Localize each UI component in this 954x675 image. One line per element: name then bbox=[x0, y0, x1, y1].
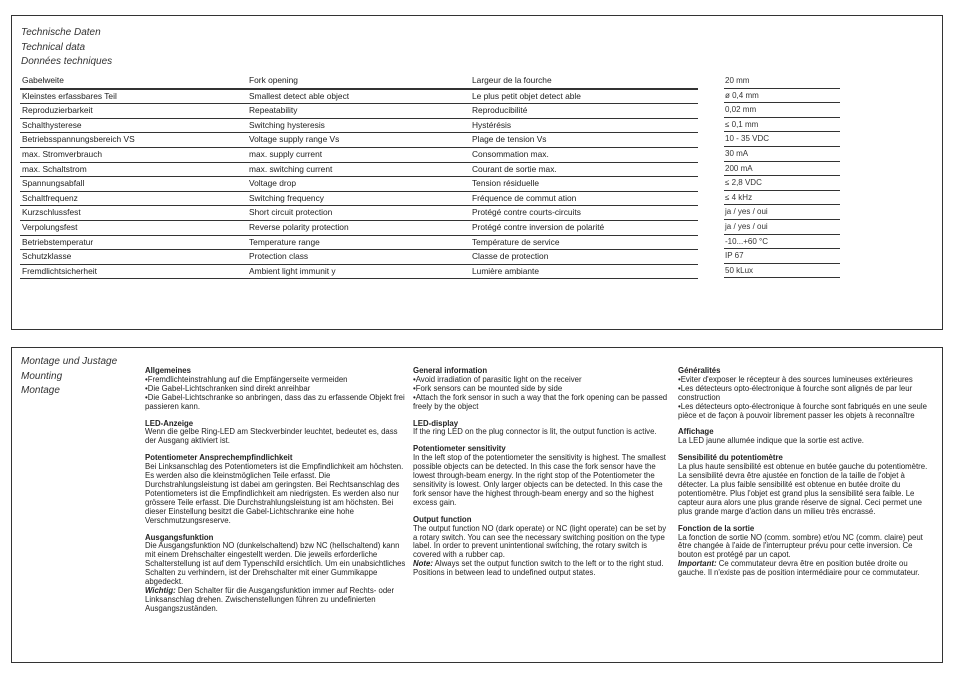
spec-label-en: max. supply current bbox=[249, 148, 323, 159]
title-de: Technische Daten bbox=[21, 27, 101, 38]
spec-label-fr: Protégé contre inversion de polarité bbox=[472, 221, 605, 232]
spec-row bbox=[20, 177, 698, 192]
note-text bbox=[678, 560, 936, 578]
spec-label-fr: Largeur de la fourche bbox=[472, 75, 552, 85]
spec-label-en: Temperature range bbox=[249, 236, 320, 247]
spec-label-de: Kleinstes erfassbares Teil bbox=[22, 90, 117, 101]
spec-value: ø 0,4 mm bbox=[724, 89, 840, 104]
spec-label-de: Schalthysterese bbox=[22, 119, 82, 130]
list-item: •Les détecteurs opto-électronique à fourche sont alignés de par leur construction bbox=[678, 383, 913, 402]
note-text bbox=[145, 587, 407, 614]
general-section bbox=[413, 367, 671, 412]
spec-value: 0,02 mm bbox=[724, 103, 840, 118]
spec-value: ja / yes / oui bbox=[724, 220, 840, 235]
section-heading: Potentiometer Ansprechempfindlichkeit bbox=[145, 453, 293, 463]
section-heading: LED-display bbox=[413, 418, 459, 428]
spec-label-fr: Température de service bbox=[472, 236, 560, 247]
spec-row bbox=[20, 236, 698, 251]
section-heading: Output function bbox=[413, 514, 472, 524]
spec-value: -10...+60 °C bbox=[724, 235, 840, 250]
spec-label-en: Repeatability bbox=[249, 105, 298, 116]
spec-row bbox=[20, 265, 698, 280]
spec-label-de: Betriebstemperatur bbox=[22, 236, 94, 247]
list-item: •Die Gabel-Lichtschranken sind direkt anreihbar bbox=[145, 383, 311, 393]
section-heading: Potentiometer sensitivity bbox=[413, 444, 506, 454]
spec-values bbox=[724, 74, 840, 278]
output-section bbox=[145, 534, 407, 614]
section-heading: Généralités bbox=[678, 366, 721, 375]
spec-label-de: Gabelweite bbox=[22, 75, 64, 85]
spec-label-de: Reproduzierbarkeit bbox=[22, 105, 93, 116]
title-fr: Données techniques bbox=[21, 56, 113, 67]
note-body: Den Schalter für die Ausgangsfunktion immer auf Rechts- oder Linksanschlag drehen. Zwischenstellungen führen zu undefinierten Ausgangszuständen. bbox=[145, 585, 395, 613]
spec-label-en: Short circuit protection bbox=[249, 207, 333, 218]
spec-value: IP 67 bbox=[724, 249, 840, 264]
spec-label-fr: Plage de tension Vs bbox=[472, 134, 547, 145]
spec-label-fr: Fréquence de commut ation bbox=[472, 192, 577, 203]
spec-label-fr: Consommation max. bbox=[472, 148, 549, 159]
spec-value: ≤ 2,8 VDC bbox=[724, 176, 840, 191]
mounting-panel bbox=[11, 347, 943, 663]
spec-label-de: Schutzklasse bbox=[22, 251, 72, 262]
spec-label-en: Smallest detect able object bbox=[249, 90, 350, 101]
list-item: •Eviter d'exposer le récepteur à des sources lumineuses extérieures bbox=[678, 374, 913, 384]
spec-table bbox=[20, 74, 698, 279]
spec-label-en: max. switching current bbox=[249, 163, 333, 174]
section-heading: Ausgangsfunktion bbox=[145, 532, 214, 542]
spec-row bbox=[20, 221, 698, 236]
title-de: Montage und Justage bbox=[21, 356, 118, 367]
section-text: If the ring LED on the plug connector is lit, the output function is active. bbox=[413, 427, 657, 437]
mounting-column-french bbox=[678, 367, 936, 586]
mounting-titles bbox=[21, 355, 117, 399]
potentiometer-section bbox=[678, 454, 936, 516]
spec-row bbox=[20, 133, 698, 148]
section-heading: Sensibilité du potentiomètre bbox=[678, 453, 783, 463]
section-text: La LED jaune allumée indique que la sortie est active. bbox=[678, 436, 864, 446]
spec-label-en: Switching hysteresis bbox=[249, 119, 325, 130]
potentiometer-section bbox=[145, 454, 407, 525]
spec-label-fr: Reproducibilité bbox=[472, 105, 528, 116]
spec-label-en: Reverse polarity protection bbox=[249, 221, 349, 232]
spec-label-de: Kurzschlussfest bbox=[22, 207, 81, 218]
note-body: Ce commutateur devra être en position butée droite ou gauche. Il n'existe pas de position intermédiaire pour ce commutateur. bbox=[678, 559, 920, 578]
list-item: •Avoid irradiation of parasitic light on the receiver bbox=[413, 374, 582, 384]
list-item: •Les détecteurs opto-électronique à fourche sont fabriqués en une seule pièce et de façon à pouvoir librement passer les objets à reconnaître bbox=[678, 401, 927, 420]
spec-label-fr: Lumière ambiante bbox=[472, 265, 540, 276]
mounting-column-english bbox=[413, 367, 671, 586]
spec-label-de: Verpolungsfest bbox=[22, 221, 78, 232]
potentiometer-section bbox=[413, 445, 671, 507]
spec-row bbox=[20, 119, 698, 134]
list-item: •Die Gabel-Lichtschranke so anbringen, dass das zu erfassende Objekt frei passieren kann. bbox=[145, 392, 405, 411]
output-section bbox=[413, 516, 671, 578]
note-text bbox=[413, 560, 671, 578]
spec-label-en: Fork opening bbox=[249, 75, 298, 85]
spec-value: 20 mm bbox=[724, 74, 840, 89]
spec-row bbox=[20, 206, 698, 221]
spec-row bbox=[20, 148, 698, 163]
section-heading: Allgemeines bbox=[145, 366, 191, 375]
spec-label-de: max. Stromverbrauch bbox=[22, 148, 103, 159]
section-text: Wenn die gelbe Ring-LED am Steckverbinder leuchtet, bedeutet es, dass der Ausgang aktiviert ist. bbox=[145, 427, 398, 446]
spec-label-fr: Tension résiduelle bbox=[472, 178, 540, 189]
spec-row bbox=[20, 89, 698, 105]
section-text: Die Ausgangsfunktion NO (dunkelschaltend) bzw NC (hellschaltend) kann mit einem Drehschalter eingestellt werden. Die jeweils erforderliche Schalterstellung ist auf dem Typenschild ersichtlich. Um ein unabsichtliches Schalten zu verhindern, ist der Drehschalter mit einer Gummikappe abgedeckt. bbox=[145, 541, 406, 587]
spec-value: ja / yes / oui bbox=[724, 205, 840, 220]
spec-value: ≤ 4 kHz bbox=[724, 191, 840, 206]
spec-row bbox=[20, 74, 698, 89]
led-section bbox=[145, 420, 407, 447]
section-heading: Fonction de la sortie bbox=[678, 523, 755, 533]
spec-value: 10 - 35 VDC bbox=[724, 132, 840, 147]
section-text: La fonction de sortie NO (comm. sombre) et/ou NC (comm. claire) peut être changée à l'aide de l'interrupteur prévu pour cette inversion. Ce bouton est protégé par un capot. bbox=[678, 532, 923, 560]
section-heading: Affichage bbox=[678, 427, 714, 437]
section-heading: LED-Anzeige bbox=[145, 418, 194, 428]
spec-label-de: max. Schaltstrom bbox=[22, 163, 87, 174]
title-en: Technical data bbox=[21, 41, 86, 53]
spec-row bbox=[20, 250, 698, 265]
spec-label-fr: Le plus petit objet detect able bbox=[472, 90, 581, 101]
spec-value: 200 mA bbox=[724, 162, 840, 177]
spec-row bbox=[20, 192, 698, 207]
spec-value: 30 mA bbox=[724, 147, 840, 162]
technical-data-panel bbox=[11, 15, 943, 330]
spec-value: 50 kLux bbox=[724, 264, 840, 279]
spec-label-en: Voltage drop bbox=[249, 178, 297, 189]
spec-label-fr: Classe de protection bbox=[472, 251, 549, 262]
list-item: •Attach the fork sensor in such a way that the fork opening can be passed freely by the object bbox=[413, 392, 668, 411]
spec-label-en: Protection class bbox=[249, 251, 309, 262]
spec-label-fr: Hystérésis bbox=[472, 119, 512, 130]
general-section bbox=[678, 367, 936, 420]
section-text: In the left stop of the potentiometer the sensitivity is highest. The smallest possible objects can be detected. In this case the fork sensor have the lowest through-beam energy. In the right stop of the Potentiometer the sensitivity is lowest. Only larger objects can be detected. In this case the fork sensor have the highest through-beam energy and so the highest excess gain. bbox=[413, 453, 666, 507]
note-label: Wichtig: bbox=[145, 585, 176, 595]
list-item: •Fork sensors can be mounted side by side bbox=[413, 383, 563, 393]
spec-label-fr: Courant de sortie max. bbox=[472, 163, 557, 174]
spec-label-de: Betriebsspannungsbereich VS bbox=[22, 134, 135, 145]
section-text: The output function NO (dark operate) or NC (light operate) can be set by a rotary switch. You can see the necessary switching position on the type label. In order to prevent unintentional switching, the rotary switch is covered with a rubber cap. bbox=[413, 523, 667, 560]
section-text: La plus haute sensibilité est obtenue en butée gauche du potentiomètre. La sensibilité devra être ajustée en fonction de la taille de l'objet à détecter. La plus faible sensibilité est obtenue en butée droite du potentiomètre. Plus l'objet est grand plus la sensibilité sera faible. Le capteur aura alors une plus grande réserve de signal. Ceci permet une plus grande marge d'action dans un milieu très encrassé. bbox=[678, 462, 928, 516]
note-label: Note: bbox=[413, 559, 433, 569]
spec-label-en: Switching frequency bbox=[249, 192, 324, 203]
general-section bbox=[145, 367, 407, 412]
spec-label-de: Fremdlichtsicherheit bbox=[22, 265, 97, 276]
title-en: Mounting bbox=[21, 370, 63, 382]
mounting-column-german bbox=[145, 367, 407, 622]
output-section bbox=[678, 525, 936, 578]
spec-row bbox=[20, 163, 698, 178]
spec-label-de: Schaltfrequenz bbox=[22, 192, 78, 203]
title-fr: Montage bbox=[21, 385, 60, 396]
spec-label-de: Spannungsabfall bbox=[22, 178, 85, 189]
spec-value: ≤ 0,1 mm bbox=[724, 118, 840, 133]
spec-label-fr: Protégé contre courts-circuits bbox=[472, 207, 581, 218]
list-item: •Fremdlichteinstrahlung auf die Empfängerseite vermeiden bbox=[145, 374, 348, 384]
note-body: Always set the output function switch to the left or to the right stud. Positions in between lead to undefined output states. bbox=[413, 559, 664, 578]
led-section bbox=[678, 428, 936, 446]
spec-label-en: Voltage supply range Vs bbox=[249, 134, 340, 145]
note-label: Important: bbox=[678, 559, 717, 569]
section-text: Bei Linksanschlag des Potentiometers ist die Empfindlichkeit am höchsten. Es werden also die kleinstmöglichen Teile erfasst. Die Durchstrahlungsleistung ist dabei am geringsten. Bei Rechtsanschlag des Potentiometers ist die Empfindlichkeit am niedrigsten. Es werden also nur grössere Teile erfasst. Die Durchstrahlungsleistung ist am höchsten. Bei dieser Einstellung besitzt die Gabel-Lichtschranke eine hohe Verschmutzungsreserve. bbox=[145, 462, 404, 525]
section-heading: General information bbox=[413, 366, 488, 375]
technical-data-titles bbox=[21, 26, 112, 70]
led-section bbox=[413, 420, 671, 438]
spec-label-en: Ambient light immunit y bbox=[249, 265, 336, 276]
spec-row bbox=[20, 104, 698, 119]
